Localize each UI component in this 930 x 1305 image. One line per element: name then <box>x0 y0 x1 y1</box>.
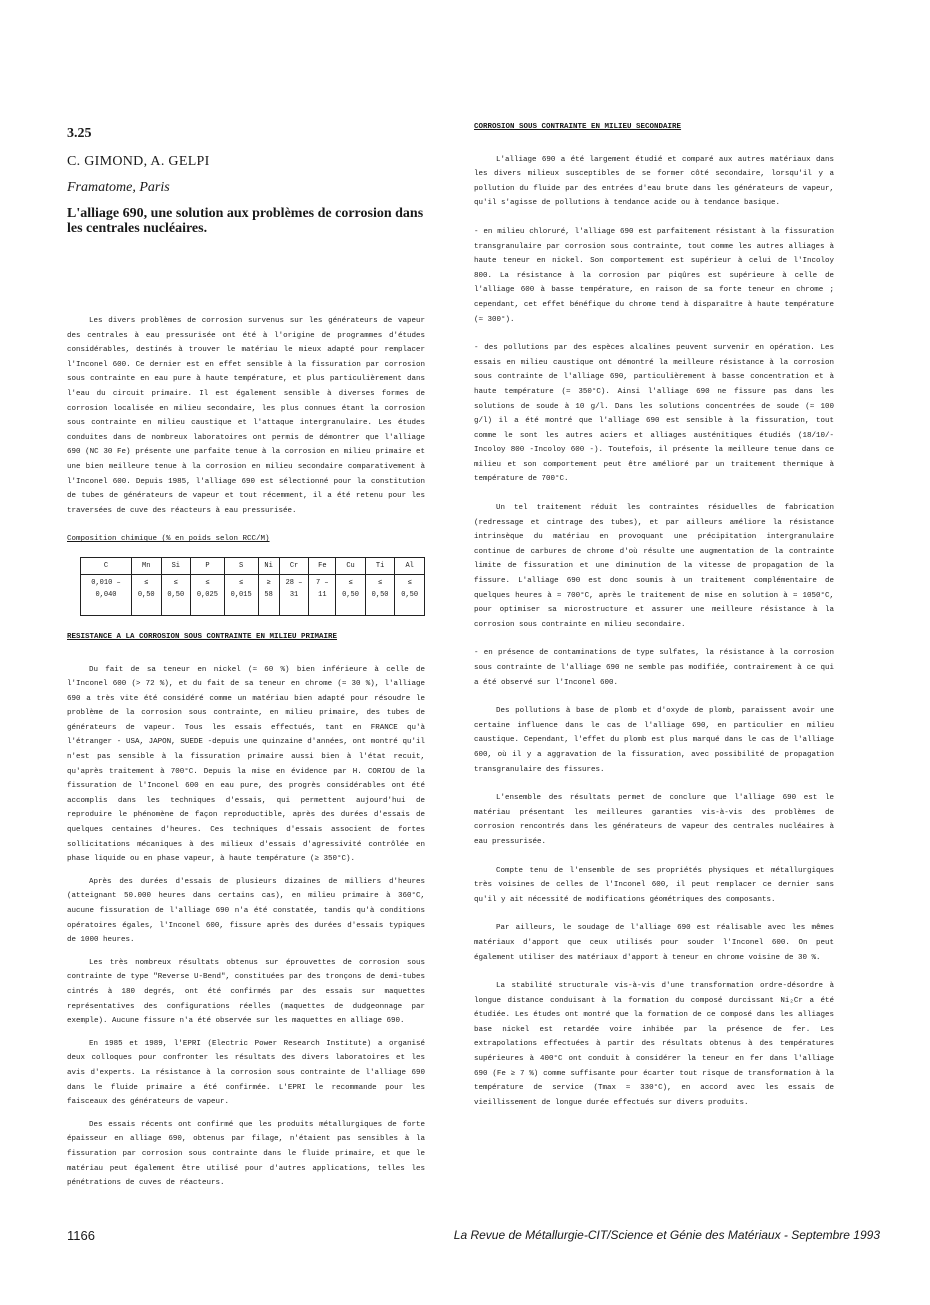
table-header-cell: Al <box>395 557 425 574</box>
table-cell: ≥ 58 <box>258 574 279 615</box>
table-cell: ≤ 0,50 <box>161 574 191 615</box>
table-header-cell: S <box>224 557 258 574</box>
paragraph: Des essais récents ont confirmé que les produits métallurgiques de forte épaisseur en alliage 690, obtenus par filage, n'étaient pas sensibles à la fissuration par corrosion sous contrainte dans le fluide primaire, et que le matériau peut également être utilisé pour d'autres applications, telles les pénétrations de cuves de réacteurs. <box>67 1120 425 1188</box>
table-cell: ≤ 0,50 <box>131 574 161 615</box>
page-number: 1166 <box>67 1228 95 1243</box>
table-header-cell: Mn <box>131 557 161 574</box>
paragraph: Par ailleurs, le soudage de l'alliage 690 est réalisable avec les mêmes matériaux d'apport que ceux utilisés pour souder l'Inconel 600. On peut également utiliser des matériaux d'apport à teneur en chrome voisine de 30 %. <box>474 924 834 962</box>
left-column <box>67 126 425 1191</box>
paragraph: Des pollutions à base de plomb et d'oxyde de plomb, paraissent avoir une certaine influence dans le cas de l'alliage 690, en particulier en milieu caustique. Cependant, l'effet du plomb est plus marqué dans le cas de l'alliage 600, où il y a aggravation de la fissuration, avec possibilité de propagation transgranulaire des fissures. <box>474 707 834 774</box>
table-header-cell: P <box>191 557 225 574</box>
table-cell: 7 – 11 <box>309 574 336 615</box>
table-header-cell: Ni <box>258 557 279 574</box>
table-header-cell: Si <box>161 557 191 574</box>
paragraph: Après des durées d'essais de plusieurs dizaines de milliers d'heures (atteignant 50.000 heures dans certains cas), en milieu primaire à 360°C, aucune fissuration de l'alliage 690 n'a été constatée, tandis qu'à conditions opératoires égales, l'Inconel 600, fissure après des durées d'essais typiques de 1000 heures. <box>67 877 425 945</box>
affiliation: Framatome, Paris <box>67 180 170 195</box>
journal-footer: La Revue de Métallurgie-CIT/Science et Génie des Matériaux - Septembre 1993 <box>453 1228 880 1242</box>
table-header-cell: Ti <box>365 557 395 574</box>
section-heading-secondary: CORROSION SOUS CONTRAINTE EN MILIEU SECONDAIRE <box>474 123 682 131</box>
table-cell: ≤ 0,50 <box>365 574 395 615</box>
paragraph: Compte tenu de l'ensemble de ses propriétés physiques et métallurgiques très voisines de celles de l'Inconel 600, il peut remplacer ce dernier sans qu'il y ait nécessité de modifications géométriques des composants. <box>474 866 834 904</box>
table-header-cell: Fe <box>309 557 336 574</box>
section-number: 3.25 <box>67 126 92 141</box>
paragraph: Un tel traitement réduit les contraintes résiduelles de fabrication (redressage et cintrage des tubes), et par ailleurs améliore la résistance intrinsèque du matériau en provoquant une précipitation intergranulaire continue de carbures de chrome d'où résulte une augmentation de la contrainte limite de fissuration et une diminution de la vitesse de propagation de la fissure. L'alliage 690 est donc soumis à un traitement complémentaire de quelques heures à ≈ 700°C, après le traitement de mise en solution à ≈ 1050°C, pour optimiser sa microstructure et assurer une meilleure résistance à la corrosion sous contrainte en milieu secondaire. <box>474 504 834 629</box>
intro-paragraph: Les divers problèmes de corrosion survenus sur les générateurs de vapeur des centrales à eau pressurisée ont été à l'origine de programmes d'études considérables, destinés à trouver le matériau le mieux adapté pour remplacer l'Inconel 600. Ce dernier est en effet sensible à la fissuration par corrosion sous contrainte en eau pure à haute température, et plus particulièrement dans l'eau du circuit primaire. Il est également sensible à diverses formes de corrosion localisée en milieu secondaire, les plus connues étant la corrosion sous contrainte en milieu caustique et l'attaque intergranulaire. Les études conduites dans de nombreux laboratoires ont permis de démontrer que l'alliage 690 (NC 30 Fe) présente une parfaite tenue à la corrosion en milieu primaire et une bien meilleure tenue à la corrosion en milieu secondaire comparativement à l'Inconel 600. Depuis 1985, l'alliage 690 est sélectionné pour la constitution de tubes de générateurs de vapeur et tout récemment, il a été retenu pour les traversées de cuve des réacteurs à eau pressurisée. <box>67 317 425 515</box>
paragraph: Les très nombreux résultats obtenus sur éprouvettes de corrosion sous contrainte de type "Reverse U-Bend", constituées par des tronçons de demi-tubes cintrés à 180 degrés, ont été confirmés par des essais sur maquettes représentatives des configurations réelles (maquettes de dudgeonnage par exemple). Aucune fissure n'a été observée sur les maquettes en alliage 690. <box>67 958 425 1026</box>
paragraph: - des pollutions par des espèces alcalines peuvent survenir en opération. Les essais en milieu caustique ont démontré la meilleure résistance à la corrosion sous contrainte de l'alliage 690, particulièrement à basse concentration et à haute température (≈ 350°C). Ainsi l'alliage 690 ne fissure pas dans les solutions de soude à 10 g/l. Dans les solutions concentrées de soude (≈ 100 g/l) il a été montré que l'alliage 690 est sensible à la fissuration, tout comme le sont les autres aciers et alliages austénitiques étudiés (18/10/-Incoloy 800 -Incoloy 600 -). Toutefois, il présente la meilleure tenue dans ce milieu et son comportement peut être amélioré par un traitement thermique à température de 700°C. <box>474 344 834 484</box>
right-column <box>474 120 834 1110</box>
paragraph: Du fait de sa teneur en nickel (≈ 60 %) bien inférieure à celle de l'Inconel 600 (> 72 %), et du fait de sa teneur en chrome (≈ 30 %), l'alliage 690 a très vite été considéré comme un matériau bien adapté pour résoudre le problème de la corrosion sous contrainte, en milieu primaire, des tubes de générateurs de vapeur. Tous les essais effectués, tant en FRANCE qu'à l'étranger - USA, JAPON, SUEDE -depuis une quinzaine d'années, ont montré qu'il n'est pas sensible à la fissuration primaire aussi bien à l'état recuit, qu'après traitement à 700°C. Depuis la mise en évidence par H. CORIOU de la fissuration de l'Inconel 600 en eau pure, des progrès considérables ont été accomplis dans les techniques d'essais, qui permettent aujourd'hui de reproduire le phénomène de façon reproductible, après des durées d'essais de quelques centaines d'heures. Ces techniques d'essais associent de fortes sollicitations mécaniques à des milieux d'essais d'agressivité contrôlée en phase liquide ou en phase vapeur, à haute température (≥ 350°C). <box>67 665 425 864</box>
article-title: L'alliage 690, une solution aux problèmes de corrosion dans les centrales nucléaires. <box>67 206 424 236</box>
table-cell: 28 – 31 <box>279 574 309 615</box>
composition-table <box>80 557 425 616</box>
table-value-row <box>81 574 425 615</box>
table-cell: ≤ 0,025 <box>191 574 225 615</box>
table-header-row <box>81 557 425 574</box>
table-cell: 0,010 – 0,040 <box>81 574 132 615</box>
authors: C. GIMOND, A. GELPI <box>67 154 210 169</box>
table-cell: ≤ 0,50 <box>395 574 425 615</box>
table-header-cell: Cu <box>336 557 366 574</box>
paragraph: La stabilité structurale vis-à-vis d'une transformation ordre-désordre à longue distance conduisant à la formation du composé durcissant Ni₂Cr a été étudiée. Les études ont montré que la formation de ce composé dans les alliages base nickel est retardée voire inhibée par la présence de fer. Les extrapolations effectuées à partir des résultats obtenus à des températures supérieures à 400°C ont conduit à considérer la teneur en fer dans l'alliage 690 (Fe ≥ 7 %) comme suffisante pour écarter tout risque de transformation à la température de service (Tmax ≈ 330°C), en accord avec les essais de vieillissement de longue durée effectués sur divers produits. <box>474 982 834 1107</box>
table-caption: Composition chimique (% en poids selon RCC/M) <box>67 535 270 544</box>
paragraph: - en présence de contaminations de type sulfates, la résistance à la corrosion sous contrainte de l'alliage 690 ne semble pas modifiée, contrairement à ce qui a été observé sur l'Inconel 600. <box>474 649 834 687</box>
paragraph: L'alliage 690 a été largement étudié et comparé aux autres matériaux dans les divers milieux susceptibles de se former côté secondaire, lorsqu'il y a pollution du fluide par des entrées d'eau brute dans les générateurs de vapeur, qu'il s'agisse de pollutions à tendance acide ou à tendance basique. <box>474 155 834 208</box>
table-cell: ≤ 0,50 <box>336 574 366 615</box>
table-cell: ≤ 0,015 <box>224 574 258 615</box>
table-header-cell: Cr <box>279 557 309 574</box>
paragraph: L'ensemble des résultats permet de conclure que l'alliage 690 est le matériau présentant les meilleures garanties vis-à-vis des problèmes de corrosion rencontrés dans les générateurs de vapeur des centrales nucléaires à eau pressurisée. <box>474 794 834 846</box>
paragraph: En 1985 et 1989, l'EPRI (Electric Power Research Institute) a organisé deux colloques pour confronter les résultats des divers laboratoires et les avis d'experts. La résistance à la corrosion sous contrainte de l'alliage 690 dans le fluide primaire a été confirmée. L'EPRI le recommande pour les faisceaux des générateurs de vapeur. <box>67 1039 425 1107</box>
section-heading-primary: RESISTANCE A LA CORROSION SOUS CONTRAINTE EN MILIEU PRIMAIRE <box>67 632 338 641</box>
table-header-cell: C <box>81 557 132 574</box>
paragraph: - en milieu chloruré, l'alliage 690 est parfaitement résistant à la fissuration transgranulaire par corrosion sous contrainte, tout comme les autres alliages à haute teneur en nickel. Son comportement est supérieur à celui de l'Incoloy 800. La résistance à la corrosion par piqûres est supérieure à celle de l'alliage 600 à basse température, en raison de sa forte teneur en chrome ; cependant, cet effet bénéfique du chrome tend à disparaître à haute température (≈ 300°). <box>474 227 834 324</box>
